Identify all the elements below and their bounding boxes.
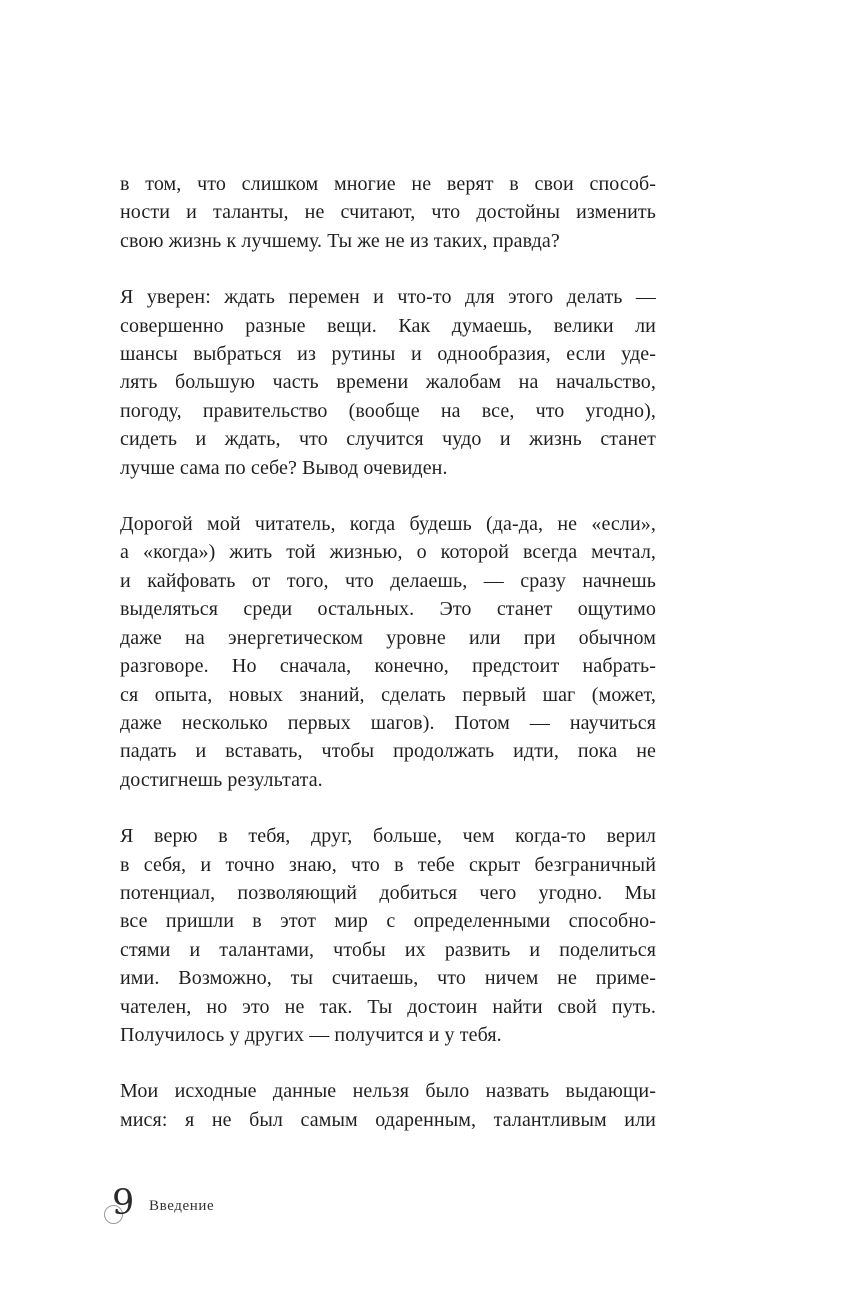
text-line: выделяться среди остальных. Это станет ощутимо [120, 598, 656, 621]
text-line: Мои исходные данные нельзя было назвать выдающи- [120, 1080, 656, 1103]
text-line: ими. Возможно, ты считаешь, что ничем не приме- [120, 967, 656, 990]
paragraph [120, 510, 656, 794]
text-line: Я верю в тебя, друг, больше, чем когда-то верил [120, 825, 656, 848]
text-line: сидеть и ждать, что случится чудо и жизнь станет [120, 428, 656, 451]
page-number-flourish [104, 1205, 123, 1224]
running-title: Введение [149, 1198, 215, 1214]
text-line: в том, что слишком многие не верят в свои способ- [120, 173, 656, 195]
body-text [120, 170, 656, 1134]
text-line: лять большую часть времени жалобам на начальство, [120, 371, 656, 394]
text-line: Я уверен: ждать перемен и что-то для этого делать — [120, 286, 656, 309]
text-line: разговоре. Но сначала, конечно, предстоит набрать- [120, 655, 656, 678]
text-line: даже несколько первых шагов). Потом — научиться [120, 711, 656, 734]
paragraph [120, 1077, 656, 1134]
text-line: в себя, и точно знаю, что в тебе скрыт безграничный [120, 853, 656, 876]
text-line: даже на энергетическом уровне или при обычном [120, 626, 656, 649]
text-line: ности и таланты, не считают, что достойны изменить [120, 201, 656, 224]
text-line: погоду, правительство (вообще на все, что угодно), [120, 399, 656, 422]
text-line: все пришли в этот мир с определенными способно- [120, 910, 656, 933]
text-line: шансы выбраться из рутины и однообразия, если уде- [120, 343, 656, 366]
text-line: падать и вставать, чтобы продолжать идти, пока не [120, 740, 656, 763]
text-line: чателен, но это не так. Ты достоин найти свой путь. [120, 995, 656, 1018]
text-line: стями и талантами, чтобы их развить и поделиться [120, 938, 656, 961]
text-line: свою жизнь к лучшему. Ты же не из таких, правда? [120, 229, 560, 252]
text-line: Получилось у других — получится и у тебя. [120, 1023, 502, 1046]
text-line: совершенно разные вещи. Как думаешь, велики ли [120, 314, 656, 337]
text-line: достигнешь результата. [120, 768, 323, 791]
text-line: потенциал, позволяющий добиться чего угодно. Мы [120, 881, 656, 904]
text-line: лучше сама по себе? Вывод очевиден. [120, 456, 448, 479]
paragraph [120, 170, 656, 255]
text-line: Дорогой мой читатель, когда будешь (да-да, не «если», [120, 513, 656, 536]
page-number: 9 [112, 1183, 135, 1223]
text-line: мися: я не был самым одаренным, талантливым или [120, 1108, 656, 1131]
paragraph [120, 283, 656, 482]
text-line: а «когда») жить той жизнью, о которой всегда мечтал, [120, 541, 656, 564]
text-line: ся опыта, новых знаний, сделать первый шаг (может, [120, 683, 656, 706]
paragraph [120, 822, 656, 1049]
text-line: и кайфовать от того, что делаешь, — сразу начнешь [120, 569, 656, 592]
